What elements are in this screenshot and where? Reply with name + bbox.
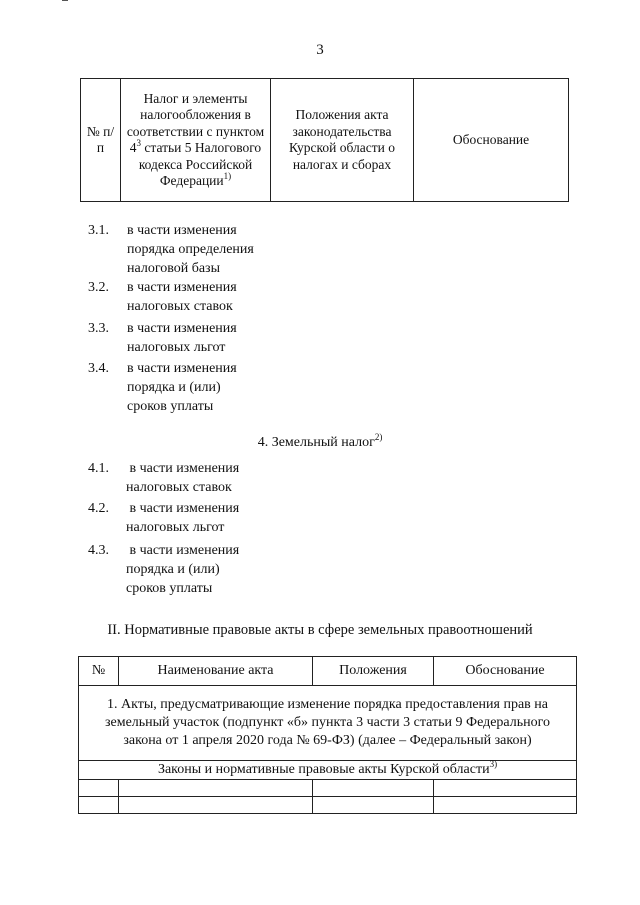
col-basis-header: Обоснование — [434, 657, 577, 686]
land-acts-table — [78, 656, 577, 814]
col-basis-header: Обоснование — [414, 79, 569, 202]
col-number-header: № п/п — [81, 79, 121, 202]
table-row — [79, 797, 577, 814]
subheader-title: Законы и нормативные правовые акты Курской области$^{3)}$ — [79, 761, 577, 780]
group-row — [79, 686, 577, 761]
subheader-row — [79, 761, 577, 780]
group-title: 1. Акты, предусматривающие изменение порядка предоставления прав на земельный участок (подпункт «б» пункта 3 части 3 статьи 9 Федерального закона от 1 апреля 2020 года № 69-ФЗ) (далее – Федеральный закон) — [79, 686, 577, 761]
col-number-header: № — [79, 657, 119, 686]
tax-elements-table — [80, 78, 569, 202]
scan-mark — [62, 0, 68, 1]
table-row — [79, 780, 577, 797]
table-header-row — [79, 657, 577, 686]
col-tax-header: Налог и элементы налогообложения в соответствии с пунктом $4^3$ статьи 5 Налогового кодекса Российской Федерации$^{1)}$ — [121, 79, 271, 202]
table-header-row — [81, 79, 569, 202]
col-provisions-header: Положения — [313, 657, 434, 686]
col-name-header: Наименование акта — [119, 657, 313, 686]
col-provisions-header: Положения акта законодательства Курской области о налогах и сборах — [271, 79, 414, 202]
section-heading: 4. Земельный налог$^{2)}$ — [257, 432, 383, 450]
page-number: 3 — [316, 42, 324, 58]
part-heading: II. Нормативные правовые акты в сфере земельных правоотношений — [107, 622, 533, 638]
